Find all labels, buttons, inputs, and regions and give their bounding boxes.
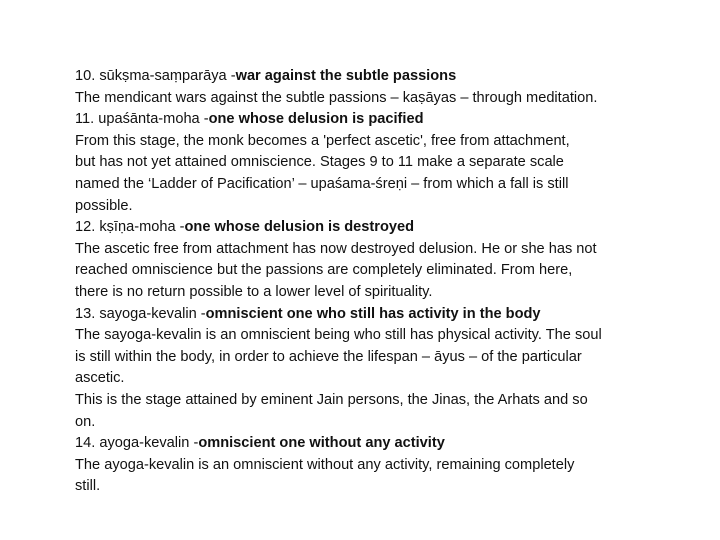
stage-10-meaning: war against the subtle passions — [235, 68, 457, 84]
stage-11-description-line-1: From this stage, the monk becomes a 'perfect ascetic', free from attachment, — [75, 132, 570, 149]
stage-11-description-line-3: named the ‘Ladder of Pacification’ – upaśama-śreṇi – from which a fall is still — [75, 175, 569, 192]
stage-13-description-line-4: This is the stage attained by eminent Jain persons, the Jinas, the Arhats and so — [75, 391, 588, 408]
stage-13-description-line-3: ascetic. — [75, 370, 125, 387]
stage-12-name: 12. kṣīṇa-moha - — [75, 219, 185, 236]
stage-11-description-line-2: but has not yet attained omniscience. Stages 9 to 11 make a separate scale — [75, 154, 564, 171]
stage-12-description-line-1: The ascetic free from attachment has now destroyed delusion. He or she has not — [75, 240, 597, 257]
stage-11-name: 11. upaśānta-moha - — [75, 111, 209, 128]
stage-12-meaning: one whose delusion is destroyed — [184, 219, 415, 236]
stage-10-name: 10. sūkṣma-saṃparāya - — [75, 68, 236, 84]
stage-13-heading — [75, 304, 675, 326]
stage-14-description-line-2: still. — [75, 478, 101, 495]
stage-14-name: 14. ayoga-kevalin - — [75, 435, 199, 452]
stage-13-name: 13. sayoga-kevalin - — [75, 305, 206, 322]
stage-12-description-line-2: reached omniscience but the passions are completely eliminated. From here, — [75, 262, 573, 279]
stage-13-meaning: omniscient one who still has activity in the body — [205, 305, 541, 322]
stage-10-description: The mendicant wars against the subtle passions – kaṣāyas – through meditation. — [75, 89, 598, 106]
stage-11-meaning: one whose delusion is pacified — [208, 111, 424, 128]
stage-13-description-line-2: is still within the body, in order to achieve the lifespan – āyus – of the particular — [75, 348, 582, 365]
stage-13-description-line-1: The sayoga-kevalin is an omniscient being who still has physical activity. The soul — [75, 327, 602, 344]
stage-14-description-line-1: The ayoga-kevalin is an omniscient without any activity, remaining completely — [75, 456, 575, 473]
stage-13-description-line-5: on. — [75, 413, 96, 430]
stage-14-meaning: omniscient one without any activity — [198, 435, 445, 452]
stage-14-heading — [75, 433, 675, 455]
stage-12-description-line-3: there is no return possible to a lower level of spirituality. — [75, 283, 433, 300]
stage-11-description-line-4: possible. — [75, 197, 133, 214]
document-body — [75, 66, 675, 498]
stage-12-heading — [75, 217, 675, 239]
stage-11-heading — [75, 109, 675, 131]
stage-10-heading — [75, 66, 675, 88]
